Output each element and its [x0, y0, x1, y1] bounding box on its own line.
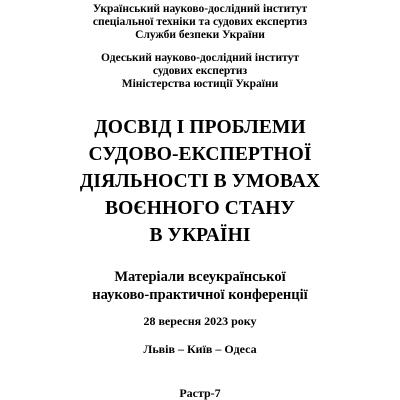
conference-date: 28 вересня 2023 року	[143, 314, 257, 328]
title-line-2: СУДОВО-ЕКСПЕРТНОЇ	[88, 144, 312, 165]
publisher-name: Растр-7	[179, 386, 221, 400]
conference-subtitle	[0, 268, 400, 304]
title-line-3: ДІЯЛЬНОСТІ В УМОВАХ	[79, 171, 321, 192]
institute-1-line-3: Служби безпеки України	[135, 29, 265, 41]
subtitle-line-1: Матеріали всеукраїнської	[114, 269, 286, 285]
institute-block-2	[0, 52, 400, 91]
cities-line: Львів – Київ – Одеса	[143, 342, 257, 356]
title-line-4: ВОЄННОГО СТАНУ	[105, 198, 295, 219]
title-line-5: В УКРАЇНІ	[149, 225, 251, 246]
institute-2-line-1: Одеський науково-дослідний інститут	[101, 52, 299, 64]
institute-1-line-2: спеціальної техніки та судових експертиз	[92, 16, 308, 28]
institute-2-line-3: Міністерства юстиції України	[121, 78, 279, 90]
institute-2-line-2: судових експертиз	[152, 65, 248, 77]
institute-block-1	[0, 3, 400, 42]
document-title	[0, 114, 400, 249]
institute-1-line-1: Український науково-дослідний інститут	[92, 3, 308, 15]
subtitle-line-2: науково-практичної конференції	[92, 287, 308, 303]
title-line-1: ДОСВІД І ПРОБЛЕМИ	[94, 117, 306, 138]
